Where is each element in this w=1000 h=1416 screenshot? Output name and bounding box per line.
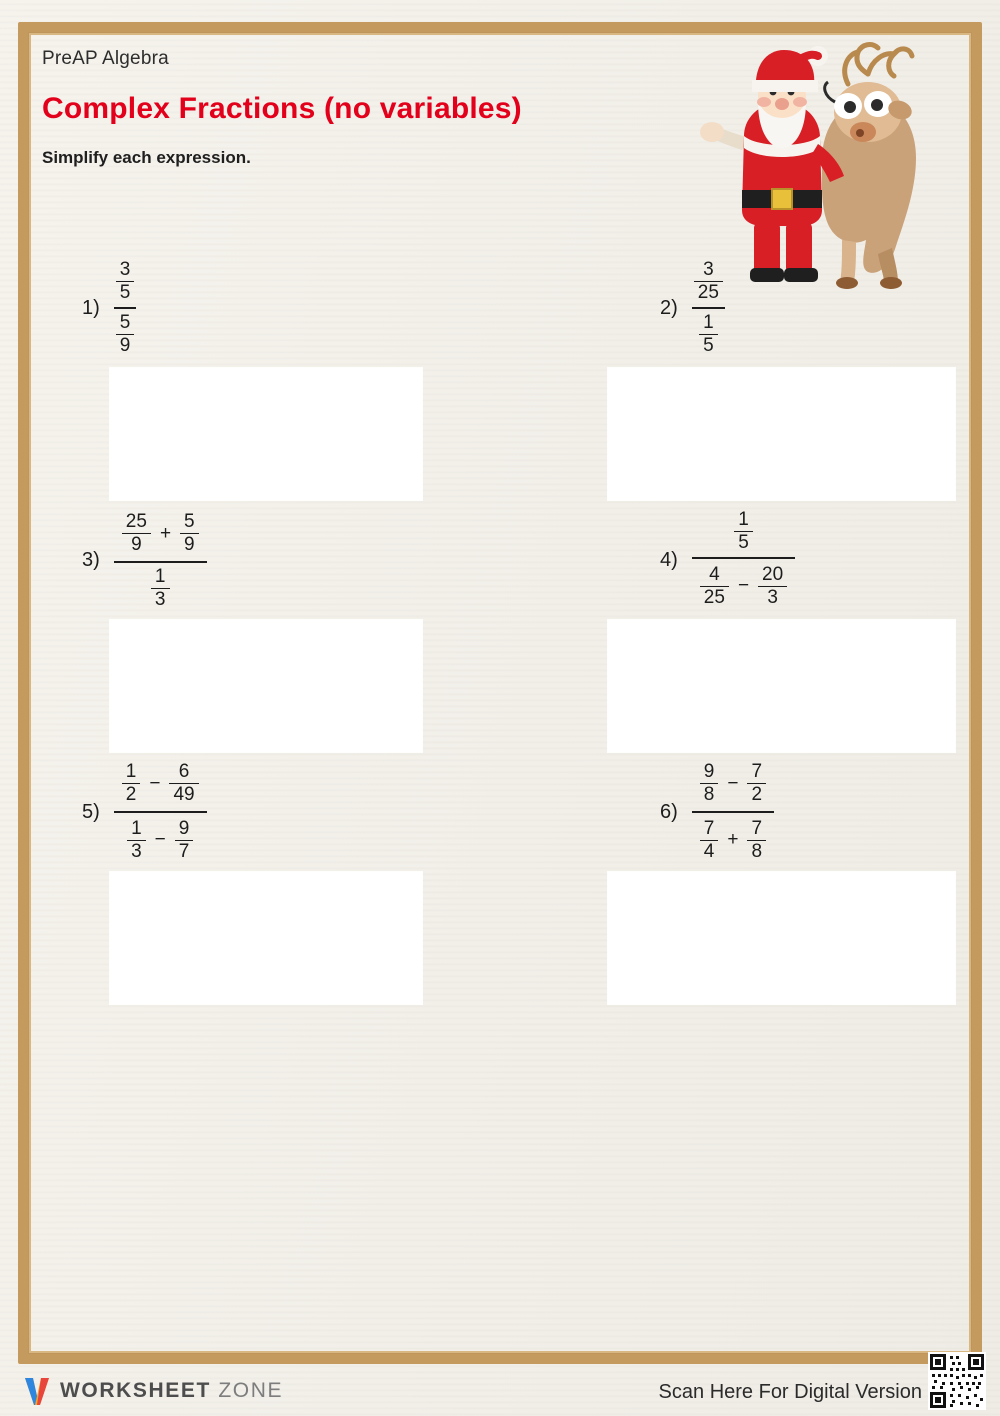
course-label: PreAP Algebra xyxy=(42,48,169,69)
problem-6 xyxy=(500,752,958,872)
denominator-expression xyxy=(692,816,774,865)
denominator-fraction xyxy=(151,566,170,611)
fraction-denominator: 9 xyxy=(131,534,142,556)
fraction-denominator: 8 xyxy=(751,841,763,863)
fraction-denominator: 49 xyxy=(173,784,195,806)
scan-text: Scan Here For Digital Version xyxy=(658,1381,922,1403)
page-footer xyxy=(0,1364,1000,1416)
problem-cell-1 xyxy=(42,248,500,500)
problem-expression xyxy=(114,509,207,611)
fraction-denominator: 3 xyxy=(767,587,778,609)
problem-cell-6 xyxy=(500,752,958,1004)
fraction-numerator: 1 xyxy=(125,761,137,783)
numerator-fraction xyxy=(694,259,723,304)
fraction-denominator: 4 xyxy=(703,841,715,863)
problem-number: 3) xyxy=(82,548,100,571)
logo-text xyxy=(60,1379,283,1403)
fraction xyxy=(180,511,199,556)
fraction-denominator: 25 xyxy=(697,282,719,304)
answer-box-1[interactable] xyxy=(110,368,422,500)
numerator-expression xyxy=(114,509,207,558)
problem-number: 2) xyxy=(660,296,678,319)
page-title: Complex Fractions (no variables) xyxy=(42,92,522,125)
problem-2 xyxy=(500,248,958,368)
fraction xyxy=(127,818,146,863)
fraction xyxy=(700,818,719,863)
fraction xyxy=(169,761,198,806)
problem-4 xyxy=(500,500,958,620)
operator: − xyxy=(149,772,161,794)
problem-number: 1) xyxy=(82,296,100,319)
operator: − xyxy=(737,575,750,597)
operator: + xyxy=(727,829,739,851)
complex-fraction xyxy=(114,509,207,611)
operator: + xyxy=(159,522,172,544)
fraction-denominator: 3 xyxy=(131,841,142,863)
fraction xyxy=(747,761,766,806)
fraction-numerator: 7 xyxy=(751,817,763,839)
fraction-numerator: 4 xyxy=(709,563,720,585)
fraction-numerator: 1 xyxy=(703,311,714,333)
problem-row xyxy=(42,500,958,752)
problem-3 xyxy=(42,500,500,620)
fraction xyxy=(700,761,719,806)
problem-expression xyxy=(692,509,795,611)
main-fraction-bar xyxy=(114,307,137,308)
denominator-expression xyxy=(119,816,201,865)
fraction-denominator: 25 xyxy=(703,587,725,609)
problem-expression xyxy=(114,759,207,865)
problem-grid xyxy=(42,248,958,1004)
problem-expression xyxy=(114,259,137,357)
problem-number: 5) xyxy=(82,800,100,823)
complex-fraction xyxy=(692,759,774,865)
problem-row xyxy=(42,248,958,500)
fraction-numerator: 5 xyxy=(184,511,195,533)
fraction xyxy=(122,511,151,556)
answer-box-5[interactable] xyxy=(110,872,422,1004)
fraction-numerator: 9 xyxy=(178,817,190,839)
fraction-numerator: 3 xyxy=(703,259,714,281)
complex-fraction xyxy=(114,259,137,357)
complex-fraction xyxy=(692,259,725,357)
problem-expression xyxy=(692,259,725,357)
fraction xyxy=(122,761,141,806)
fraction-numerator: 6 xyxy=(178,761,190,783)
complex-fraction xyxy=(692,509,795,611)
numerator-expression xyxy=(692,759,774,808)
answer-box-2[interactable] xyxy=(608,368,955,500)
worksheet-zone-logo[interactable] xyxy=(22,1374,283,1408)
main-fraction-bar xyxy=(692,307,725,308)
fraction-denominator: 5 xyxy=(738,532,749,554)
fraction-numerator: 7 xyxy=(751,761,763,783)
fraction-denominator: 9 xyxy=(119,335,131,357)
problem-cell-5 xyxy=(42,752,500,1004)
problem-cell-4 xyxy=(500,500,958,752)
problem-5 xyxy=(42,752,500,872)
logo-word-1: WORKSHEET xyxy=(60,1379,211,1402)
main-fraction-bar xyxy=(692,557,795,558)
problem-1 xyxy=(42,248,500,368)
logo-v-icon xyxy=(22,1374,52,1408)
fraction-denominator: 2 xyxy=(125,784,137,806)
fraction-numerator: 1 xyxy=(154,565,166,587)
fraction-numerator: 7 xyxy=(703,817,715,839)
worksheet-content xyxy=(42,48,958,1356)
denominator-fraction xyxy=(116,312,135,357)
numerator-expression xyxy=(114,759,207,808)
problem-number: 6) xyxy=(660,800,678,823)
fraction-denominator: 7 xyxy=(178,841,190,863)
main-fraction-bar xyxy=(692,811,774,812)
fraction-denominator: 8 xyxy=(703,784,715,806)
fraction xyxy=(175,818,194,863)
fraction-denominator: 2 xyxy=(751,784,763,806)
complex-fraction xyxy=(114,759,207,865)
qr-code-icon[interactable] xyxy=(928,1352,986,1410)
numerator-fraction xyxy=(734,509,753,554)
fraction-numerator: 5 xyxy=(119,311,131,333)
problem-expression xyxy=(692,759,774,865)
fraction-numerator: 3 xyxy=(119,259,131,281)
fraction-denominator: 3 xyxy=(154,589,166,611)
denominator-expression xyxy=(692,562,795,611)
problem-cell-3 xyxy=(42,500,500,752)
fraction xyxy=(700,564,729,609)
operator: − xyxy=(154,829,166,851)
answer-box-4[interactable] xyxy=(608,620,955,752)
denominator-fraction xyxy=(699,312,718,357)
fraction-numerator: 1 xyxy=(738,509,749,531)
fraction-numerator: 20 xyxy=(762,563,784,585)
problem-cell-2 xyxy=(500,248,958,500)
fraction-numerator: 9 xyxy=(703,761,715,783)
answer-box-6[interactable] xyxy=(608,872,955,1004)
operator: − xyxy=(727,772,739,794)
numerator-fraction xyxy=(116,259,135,304)
fraction-denominator: 5 xyxy=(703,335,714,357)
fraction-numerator: 1 xyxy=(131,817,142,839)
fraction-denominator: 9 xyxy=(184,534,195,556)
instructions-text: Simplify each expression. xyxy=(42,148,251,167)
logo-word-2: ZONE xyxy=(218,1379,284,1402)
problem-number: 4) xyxy=(660,548,678,571)
main-fraction-bar xyxy=(114,811,207,812)
answer-box-3[interactable] xyxy=(110,620,422,752)
fraction xyxy=(747,818,766,863)
fraction-denominator: 5 xyxy=(119,282,131,304)
fraction-numerator: 25 xyxy=(125,511,147,533)
main-fraction-bar xyxy=(114,561,207,562)
problem-row xyxy=(42,752,958,1004)
fraction xyxy=(758,564,787,609)
